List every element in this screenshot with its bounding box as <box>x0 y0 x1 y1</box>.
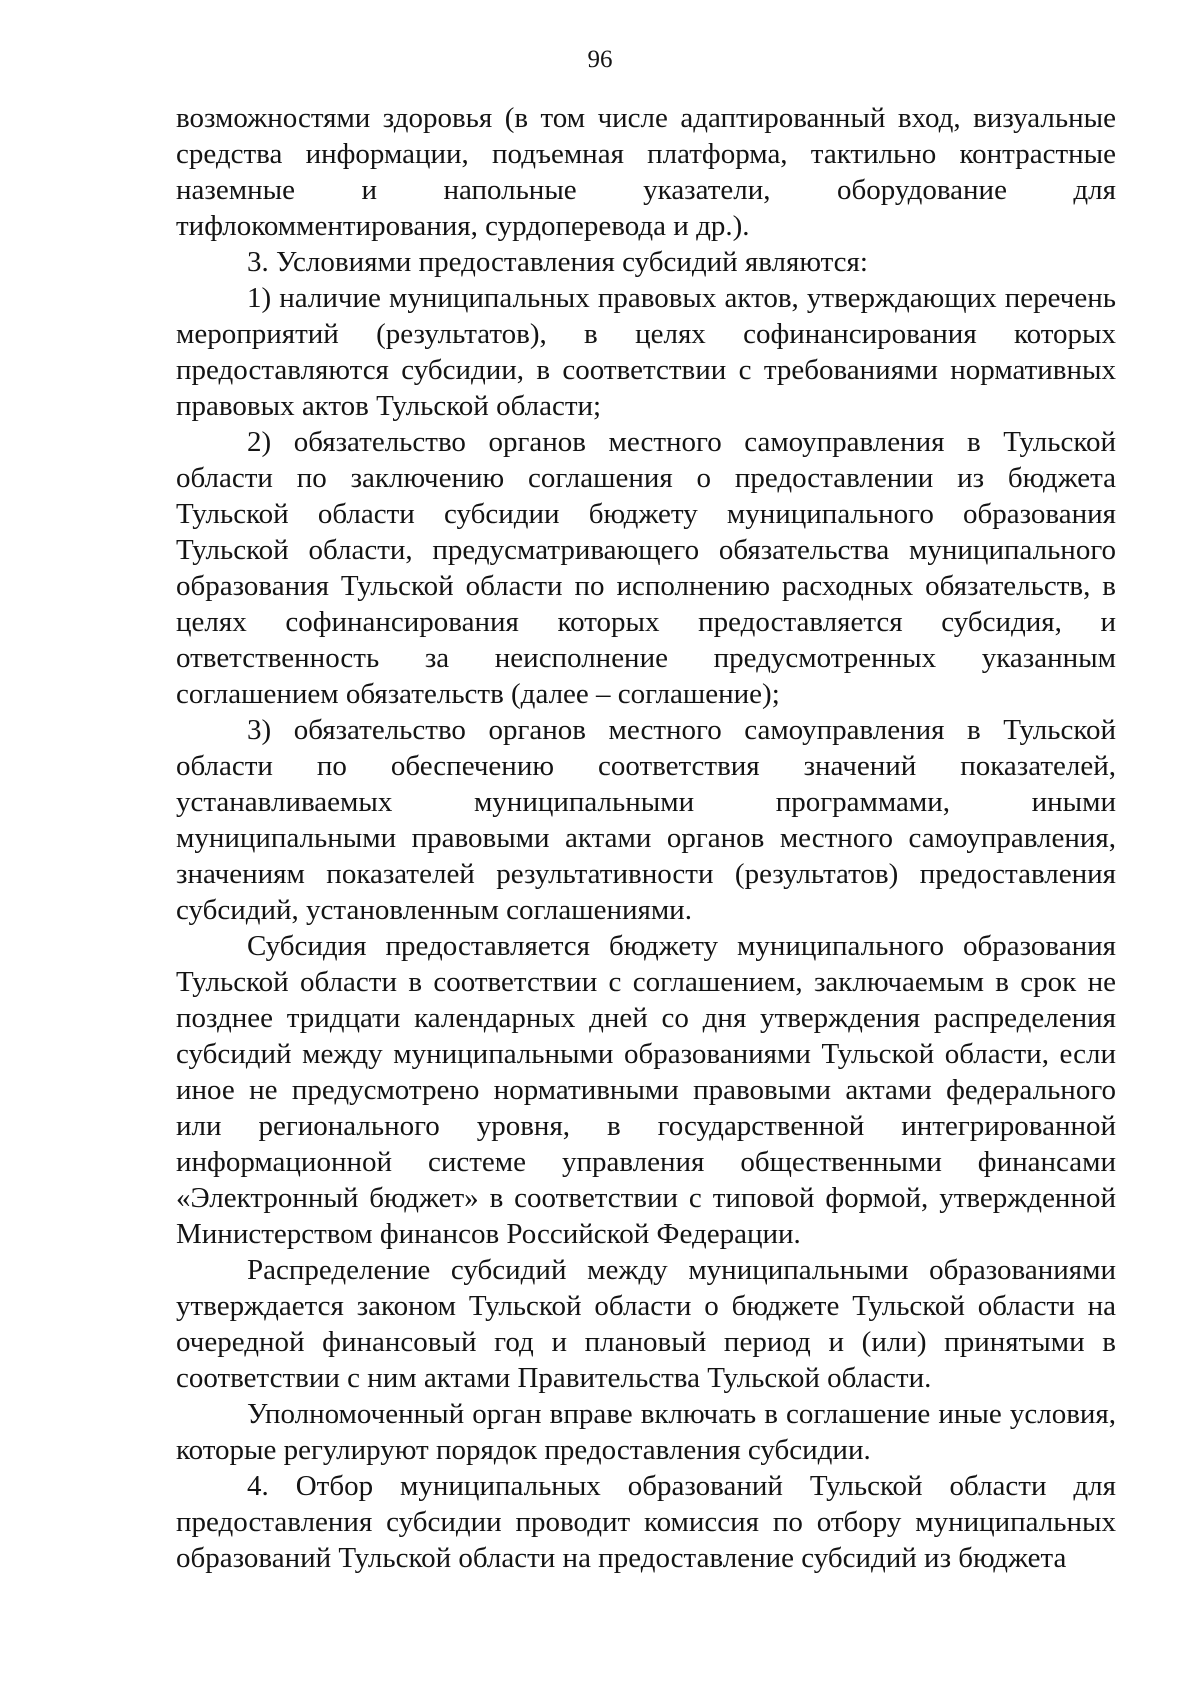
page-number: 96 <box>587 46 613 73</box>
paragraph-subsidy-agreement: Субсидия предоставляется бюджету муниципального образования Тульской области в соответствии с соглашением, заключаемым в срок не позднее тридцати календарных дней со дня утверждения распределения субсидий между муниципальными образованиями Тульской области, если иное не предусмотрено нормативными правовыми актами федерального или регионального уровня, в государственной интегрированной информационной системе управления общественными финансами «Электронный бюджет» в соответствии с типовой формой, утвержденной Министерством финансов Российской Федерации. <box>176 930 1116 1250</box>
paragraph-continuation: возможностями здоровья (в том числе адаптированный вход, визуальные средства информации, подъемная платформа, тактильно контрастные наземные и напольные указатели, оборудование для тифлокомментирования, сурдоперевода и др.). <box>176 102 1116 242</box>
paragraph-subitem-3: 3) обязательство органов местного самоуправления в Тульской области по обеспечению соответствия значений показателей, устанавливаемых муниципальными программами, иными муниципальными правовыми актами органов местного самоуправления, значениям показателей результативности (результатов) предоставления субсидий, установленным соглашениями. <box>176 714 1116 926</box>
document-body <box>176 100 1116 1576</box>
paragraph-subsidy-distribution: Распределение субсидий между муниципальными образованиями утверждается законом Тульской области о бюджете Тульской области на очередной финансовый год и плановый период и (или) принятыми в соответствии с ним актами Правительства Тульской области. <box>176 1254 1116 1394</box>
paragraph-item-3-heading: 3. Условиями предоставления субсидий являются: <box>247 246 868 278</box>
paragraph-authorized-body: Уполномоченный орган вправе включать в соглашение иные условия, которые регулируют порядок предоставления субсидии. <box>176 1398 1116 1466</box>
paragraph-item-4: 4. Отбор муниципальных образований Тульской области для предоставления субсидии проводит комиссия по отбору муниципальных образований Тульской области на предоставление субсидий из бюджета <box>176 1470 1116 1574</box>
paragraph-subitem-2: 2) обязательство органов местного самоуправления в Тульской области по заключению соглашения о предоставлении из бюджета Тульской области субсидии бюджету муниципального образования Тульской области, предусматривающего обязательства муниципального образования Тульской области по исполнению расходных обязательств, в целях софинансирования которых предоставляется субсидия, и ответственность за неисполнение предусмотренных указанным соглашением обязательств (далее – соглашение); <box>176 426 1116 710</box>
paragraph-subitem-1: 1) наличие муниципальных правовых актов, утверждающих перечень мероприятий (результатов), в целях софинансирования которых предоставляются субсидии, в соответствии с требованиями нормативных правовых актов Тульской области; <box>176 282 1116 422</box>
